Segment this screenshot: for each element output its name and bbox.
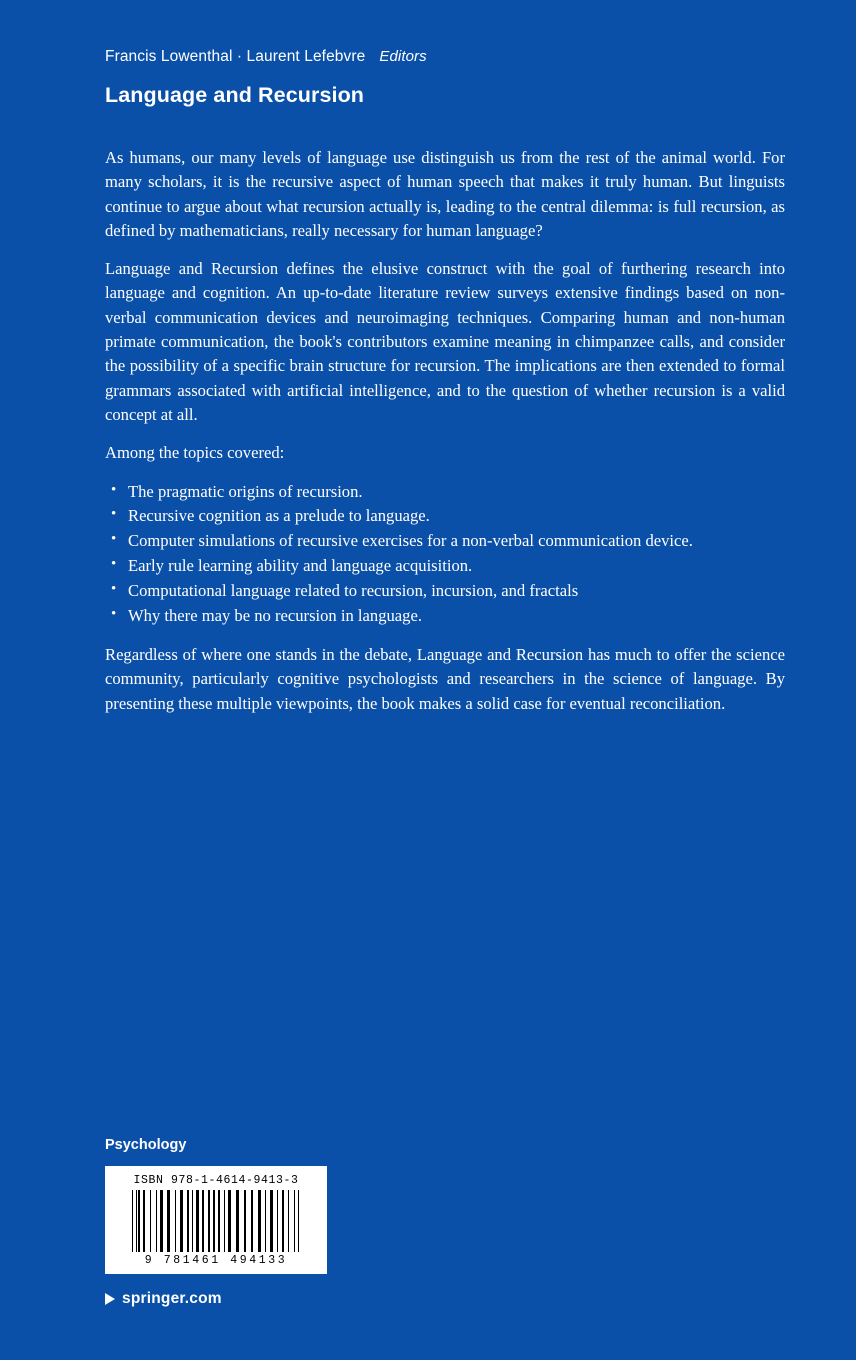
- list-item: • Early rule learning ability and language acquisition.: [105, 554, 785, 579]
- isbn-barcode: [105, 1166, 327, 1274]
- ean-digits: 9 781461 494133: [144, 1254, 288, 1267]
- list-item: • The pragmatic origins of recursion.: [105, 480, 785, 505]
- isbn-text: ISBN 978-1-4614-9413-3: [133, 1174, 299, 1187]
- play-arrow-icon: [105, 1293, 115, 1305]
- publisher-name: springer.com: [122, 1290, 222, 1307]
- barcode-bars: [114, 1190, 318, 1252]
- editors-line: [105, 48, 784, 66]
- list-item: • Computational language related to recursion, incursion, and fractals: [105, 579, 785, 604]
- list-item: • Recursive cognition as a prelude to language.: [105, 504, 785, 529]
- list-item: • Why there may be no recursion in language.: [105, 604, 785, 629]
- blurb-paragraph: Language and Recursion defines the elusive construct with the goal of furthering research into language and cognition. An up-to-date literature review surveys extensive findings based on non-verbal communication devices and neuroimaging techniques. Comparing human and non-human primate communication, the book's contributors examine meaning in chimpanzee calls, and consider the possibility of a specific brain structure for recursion. The implications are then extended to formal grammars associated with artificial intelligence, and to the question of whether recursion is a valid concept at all.: [105, 259, 785, 424]
- editors-names: Francis Lowenthal · Laurent Lefebvre: [105, 48, 366, 65]
- editors-role-label: Editors: [379, 48, 427, 65]
- cover-footer: [105, 1137, 785, 1308]
- page-title: Language and Recursion: [105, 83, 365, 107]
- publisher-logo[interactable]: [105, 1290, 785, 1308]
- blurb-paragraph: As humans, our many levels of language use distinguish us from the rest of the animal world. For many scholars, it is the recursive aspect of human speech that makes it truly human. But linguists continue to argue about what recursion actually is, leading to the central dilemma: is full recursion, as defined by mathematicians, really necessary for human language?: [105, 148, 785, 240]
- topics-intro: Among the topics covered:: [105, 443, 285, 463]
- closing-paragraph: Regardless of where one stands in the debate, Language and Recursion has much to offer the science community, particularly cognitive psychologists and researchers in the science of language. By presenting these multiple viewpoints, the book makes a solid case for eventual reconciliation.: [105, 644, 785, 713]
- topics-list: [105, 480, 785, 629]
- subject-label: Psychology: [105, 1137, 187, 1153]
- list-item: • Computer simulations of recursive exercises for a non-verbal communication device.: [105, 529, 785, 554]
- blurb-section: [105, 146, 785, 716]
